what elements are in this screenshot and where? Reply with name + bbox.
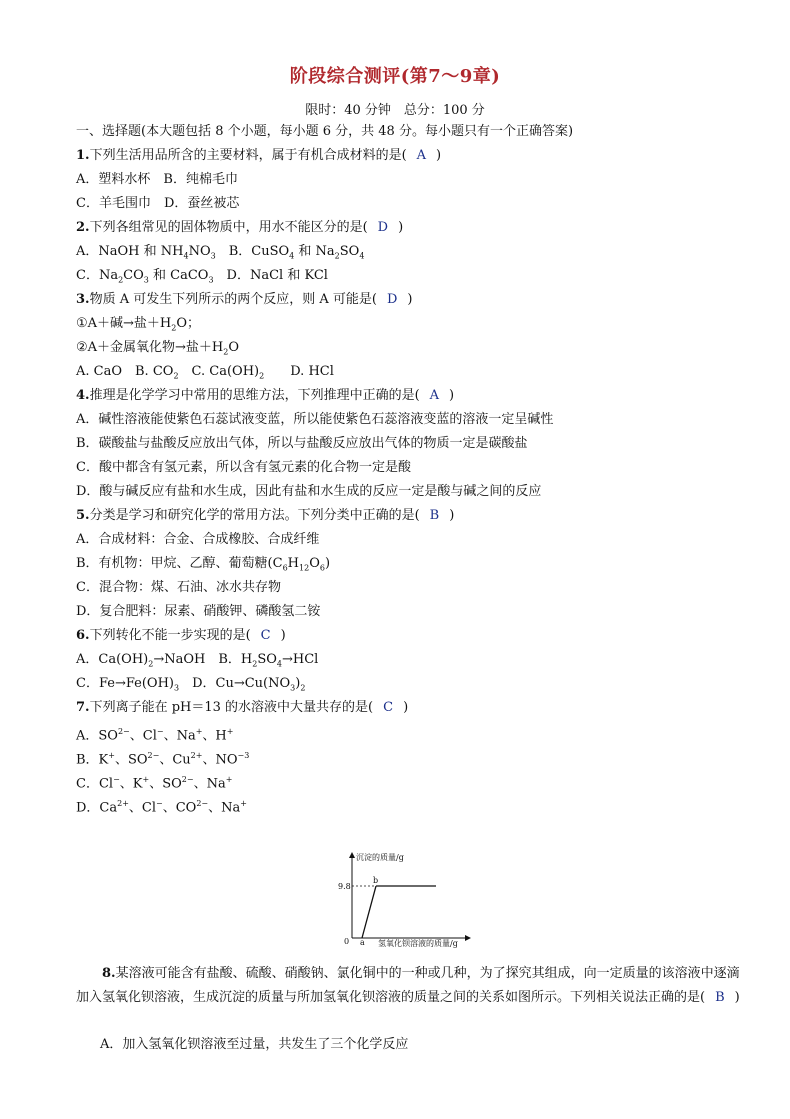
question-number: 7. [76,700,90,715]
option-line: A．塑料水杯 B．纯棉毛巾 [76,172,238,187]
question-stem: 物质 A 可发生下列所示的两个反应，则 A 可能是( [89,292,377,307]
option-d: D．酸与碱反应有盐和水生成，因此有盐和水生成的反应一定是酸与碱之间的反应 [76,484,542,499]
paren: ) [449,508,455,523]
question-stem: 推理是化学学习中常用的思维方法，下列推理中正确的是( [89,388,420,403]
question-2 [76,220,403,236]
question-6 [76,628,286,644]
reaction-text: ①A＋碱→盐＋H [76,316,172,331]
question-stem: 下列离子能在 pH＝13 的水溶液中大量共存的是( [89,700,374,715]
question-number: 2. [76,220,90,235]
option-a: A．加入氢氧化钡溶液至过量，共发生了三个化学反应 [100,1037,409,1052]
question-stem: 下列各组常见的固体物质中，用水不能区分的是( [89,220,368,235]
option-a: A．$SO^{2-}$、Cl−、Na+、H+ [76,727,234,744]
option-c: C．混合物：煤、石油、冰水共存物 [76,580,281,595]
question-8 [76,962,740,1010]
paren: ) [449,388,455,403]
data-line-rise [362,886,376,938]
option-line: C．羊毛围巾 D．蚕丝被芯 [76,196,240,211]
answer: D [377,220,389,235]
reaction-2: ②A＋金属氧化物→盐$+H_2O$ [76,340,240,357]
question-number: 1. [76,148,90,163]
question-5 [76,508,454,524]
point-a-label: a [360,938,365,947]
option-line: C．$Fe\to Fe(OH)_3$ D．$Cu\to Cu(NO_3)_2$ [76,676,306,693]
y-axis-label: 沉淀的质量/g [356,853,404,862]
option-line: A．$Ca(OH)_2\to NaOH$ B．$H_2SO_4\to HCl$ [76,652,319,669]
option-d: D．$Ca^{2+}$、Cl−、$CO^{2-}$、Na+ [76,799,247,816]
question-number: 8. [102,966,116,981]
question-7 [76,700,408,716]
question-stem: 某溶液可能含有盐酸、硫酸、硝酸钠、氯化铜中的一种或几种，为了探究其组成，向一定质量的该溶液中逐滴加入氢氧化钡溶液，生成沉淀的质量与所加氢氧化钡溶液的质量之间的关系如图所示。下列相关说法正确的是( [76,966,740,1005]
point-b-label: b [373,876,379,885]
question-number: 3. [76,292,90,307]
paren: ) [398,220,404,235]
answer: D [386,292,398,307]
option-line: A．NaOH 和 $NH_4NO_3$ B．CuSO$_4$ 和 $Na_2SO_4$ [76,244,365,261]
answer: A [429,388,440,403]
option-d: D．复合肥料：尿素、硝酸钾、磷酸氢二铵 [76,604,321,619]
option-text: D. HCl [264,364,334,379]
option-text: B．有机物：甲烷、乙醇、葡萄糖(C [76,556,283,571]
paren: ) [436,148,442,163]
answer: B [715,990,725,1005]
option-c: C．酸中都含有氢元素，所以含有氢元素的化合物一定是酸 [76,460,411,475]
x-axis-label: 氢氧化钡溶液的质量/g [378,939,458,948]
question-4 [76,388,454,404]
paren: ) [407,292,413,307]
option-c: C．Cl−、K+、$SO^{2-}$、Na+ [76,775,233,792]
question-number: 5. [76,508,90,523]
question-stem: 下列生活用品所含的主要材料，属于有机合成材料的是( [89,148,407,163]
question-stem: 下列转化不能一步实现的是( [89,628,251,643]
option-line: C．$Na_2CO_3$ 和 CaCO$_3$ D．NaCl 和 KCl [76,268,328,285]
option-a: A．碱性溶液能使紫色石蕊试液变蓝，所以能使紫色石蕊溶液变蓝的溶液一定呈碱性 [76,412,554,427]
option-b: B．K+、$SO^{2-}$、$Cu^{2+}$、$NO^{-3}$ [76,751,250,768]
question-number: 6. [76,628,90,643]
paren: ) [403,700,409,715]
section-heading: 一、选择题(本大题包括 8 个小题，每小题 6 分，共 48 分。每小题只有一个正确答案) [76,124,574,139]
origin-label: 0 [344,937,350,946]
answer: B [429,508,440,523]
paren: ) [734,990,740,1005]
precipitate-mass-chart [330,848,500,948]
y-tick-label: 9.8 [338,882,351,891]
page-title: 阶段综合测评(第7～9章) [289,66,501,87]
answer: C [383,700,394,715]
question-3 [76,292,412,308]
reaction-1: ①A＋碱→盐$+H_2O$； [76,316,201,333]
option-b: B．有机物：甲烷、乙醇、葡萄糖$(C_6H_{12}O_6)$ [76,556,331,573]
reaction-text: ②A＋金属氧化物→盐＋H [76,340,224,355]
answer: A [416,148,427,163]
option-b: B．碳酸盐与盐酸反应放出气体，所以与盐酸反应放出气体的物质一定是碳酸盐 [76,436,528,451]
question-stem: 分类是学习和研究化学的常用方法。下列分类中正确的是( [89,508,420,523]
option-text: A. CaO B. CO [76,364,174,379]
option-a: A．合成材料：合金、合成橡胶、合成纤维 [76,532,320,547]
option-text: C. Ca(OH) [178,364,260,379]
option-line: A. CaO B. $CO_2$ C. $Ca(OH)_2$ D. HCl [76,364,334,381]
question-number: 4. [76,388,90,403]
time-score-info: 限时：40 分钟 总分：100 分 [305,103,485,118]
answer: C [260,628,271,643]
question-1 [76,148,441,164]
paren: ) [280,628,286,643]
